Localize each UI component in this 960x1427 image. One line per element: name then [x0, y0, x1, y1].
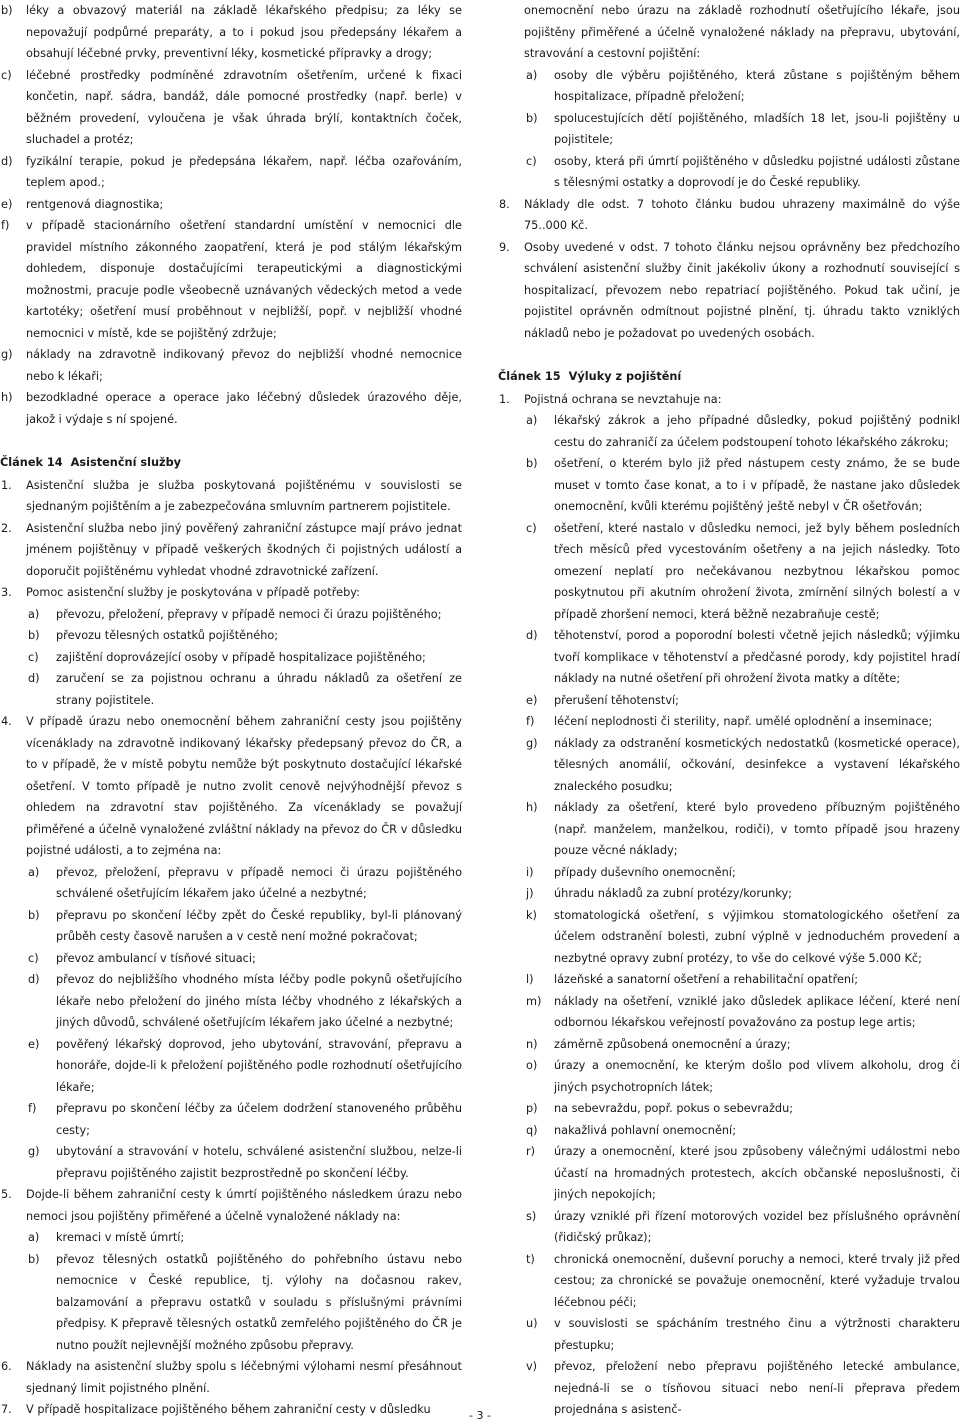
list-item-text: úrazy vzniklé při řízení motorových vozidel bez příslušného oprávnění (řidičský průkaz);	[554, 1209, 960, 1244]
list-item-marker: m)	[526, 994, 542, 1008]
list-item	[498, 1034, 960, 1056]
article-14-paragraph-9	[498, 237, 960, 345]
list-item	[498, 733, 960, 798]
list-item-text: převozu, přeložení, přepravy v případě nemoci či úrazu pojištěného;	[56, 607, 442, 621]
list-item-text: na sebevraždu, popř. pokus o sebevraždu;	[554, 1102, 794, 1115]
list-item-marker: d)	[526, 629, 538, 642]
list-item	[498, 991, 960, 1034]
list-item	[0, 969, 462, 1034]
list-item	[0, 1227, 462, 1249]
list-item-marker: r)	[526, 1145, 536, 1158]
list-item	[0, 625, 462, 647]
list-item	[0, 1249, 462, 1357]
paragraph-4-list	[0, 862, 462, 1185]
list-item-text: v souvislosti se spácháním trestného činu a výtržnosti charakteru přestupku;	[554, 1317, 960, 1352]
list-item-text: převoz, přeložení, přepravu v případě nemoci či úrazu pojištěného schválené ošetřujícím lékařem jako účelné a nezbytné;	[56, 865, 462, 900]
article-15-paragraph-1	[498, 389, 960, 411]
list-item	[498, 1206, 960, 1249]
paragraph-text: Dojde-li během zahraniční cesty k úmrtí pojištěného následkem úrazu nebo nemoci jsou pojištěny přiměřené a účelně vynaložené náklady na:	[26, 1188, 462, 1223]
paragraph-marker: 4.	[1, 715, 12, 728]
list-item	[498, 1141, 960, 1206]
list-item-marker: e)	[28, 1037, 40, 1051]
article-15-heading	[498, 366, 960, 388]
list-item-text: přepravu po skončení léčby za účelem dodržení stanoveného průběhu cesty;	[56, 1102, 462, 1137]
list-item	[0, 151, 462, 194]
article-15-title: Výluky z pojištění	[568, 370, 682, 383]
list-item-marker: b)	[28, 629, 40, 642]
right-column	[498, 0, 960, 1421]
list-item	[498, 151, 960, 194]
list-item	[498, 1120, 960, 1142]
list-item-text: spolucestujících dětí pojištěného, mladších 18 let, jsou-li pojištěny u pojistitele;	[554, 111, 960, 146]
list-item	[498, 690, 960, 712]
list-item	[0, 1141, 462, 1184]
list-item	[0, 1098, 462, 1141]
list-item	[498, 453, 960, 518]
article-14-paragraph-3	[0, 582, 462, 604]
paragraph-marker: 2.	[1, 521, 12, 535]
exclusions-list	[498, 410, 960, 1421]
intro-list	[0, 0, 462, 430]
list-item	[498, 65, 960, 108]
list-item	[0, 604, 462, 626]
list-item-marker: g)	[28, 1145, 40, 1158]
list-item-text: kremaci v místě úmrtí;	[56, 1231, 185, 1244]
article-14-title: Asistenční služby	[70, 456, 182, 469]
paragraph-text: V případě hospitalizace pojištěného během zahraniční cesty v důsledku	[26, 1403, 431, 1416]
list-item-text: léky a obvazový materiál na základě lékařského předpisu; za léky se nepovažují podpůrné preparáty, a to i pokud jsou předepsány lékařem a obsahují léčebné prvky, preventivní léky, kosmetické přípravky a drogy;	[26, 4, 462, 60]
paragraph-text: Osoby uvedené v odst. 7 tohoto článku nejsou oprávněny bez předchozího schválení asistenční služby činit jakékoliv úkony a rozhodnutí související s hospitalizací, převozem nebo repatriací pojištěného. Pokud tak učiní, je pojistitel oprávněn odmítnout pojistné plnění, tj. úhradu takto vzniklých nákladů nebo je požadovat po uvedených osobách.	[524, 240, 960, 340]
list-item	[0, 387, 462, 430]
list-item-marker: d)	[28, 973, 40, 986]
continuation-paragraph	[498, 0, 960, 65]
article-14-label: Článek 14	[0, 456, 63, 469]
list-item-marker: f)	[526, 715, 535, 728]
paragraph-marker: 8.	[499, 197, 510, 211]
list-item-marker: b)	[526, 457, 538, 470]
list-item-marker: p)	[526, 1102, 538, 1115]
list-item-text: úrazy a onemocnění, ke kterým došlo pod vlivem alkoholu, drog či jiných psychotropních látek;	[554, 1059, 960, 1094]
list-item	[0, 948, 462, 970]
paragraph-text: Pojistná ochrana se nevztahuje na:	[524, 392, 722, 406]
list-item-marker: s)	[526, 1209, 537, 1223]
list-item	[0, 65, 462, 151]
list-item-text: přerušení těhotenství;	[554, 693, 679, 707]
list-item-text: osoby, která při úmrtí pojištěného v důsledku pojistné události zůstane s tělesnými ostatky a doprovodí je do České republiky.	[554, 154, 960, 189]
list-item-text: fyzikální terapie, pokud je předepsána lékařem, např. léčba ozařováním, teplem apod.;	[26, 154, 462, 189]
list-item-text: rentgenová diagnostika;	[26, 197, 164, 211]
list-item-marker: u)	[526, 1317, 538, 1330]
paragraph-text: Asistenční služba nebo jiný pověřený zahraniční zástupce mají právo jednat jménem pojištěnцу v případě veškerých škodných či pojistných událostí a doporučit pojištěnému vyhledat vhodné zdravotnické zařízení.	[26, 521, 462, 578]
list-item-text: lázeňské a sanatorní ošetření a rehabilitační opatření;	[554, 973, 859, 986]
list-item-text: pověřený lékařský doprovod, jeho ubytování, stravování, přepravu a honoráře, dojde-li k přeložení pojištěného podle rozhodnutí ošetřujícího lékaře;	[56, 1037, 462, 1094]
list-item-text: ošetření, které nastalo v důsledku nemoci, jež byly během posledních třech měsíců před vycestováním ošetřeny a na jejich následky. Toto omezení neplatí pro nečekávanou nezbytnou lékařskou pomoc poskytnutou při akutním ohrožení života, zmírnění silných bolestí a v případě zhoršení nemoci, která běžně nezabraňuje cestě;	[554, 521, 960, 621]
list-item-marker: a)	[526, 414, 538, 427]
list-item-text: záměrně způsobená onemocnění a úrazy;	[554, 1037, 791, 1051]
paragraph-marker: 5.	[1, 1188, 12, 1201]
list-item-marker: c)	[526, 521, 537, 535]
paragraph-text: V případě úrazu nebo onemocnění během zahraniční cesty jsou pojištěny vícenáklady na zdravotně indikovaný lékařsky předepsaný převoz do ČR, a to v případě, že v místě pobytu nemůže být poskytnuto dostačující lékařské ošetření. V tomto případě je nutno zvolit cenově nejvýhodnější převoz s ohledem na zdravotní stav pojištěného. Za vícenáklady se považují přiměřené a účelně vynaložené zvláštní náklady na převoz do ČR v důsledku pojistné události, a to zejména na:	[26, 715, 462, 857]
list-item-text: osoby dle výběru pojištěného, která zůstane s pojištěným během hospitalizace, případně přeložení;	[554, 68, 960, 103]
continuation-list	[498, 65, 960, 194]
list-item-marker: d)	[1, 154, 13, 168]
list-item	[498, 711, 960, 733]
list-item-text: léčení neplodnosti či sterility, např. umělé oplodnění a inseminace;	[554, 715, 933, 728]
list-item-text: zajištění doprovázející osoby v případě hospitalizace pojištěného;	[56, 650, 426, 664]
list-item-text: přepravu po skončení léčby zpět do České republiky, byl-li plánovaný průběh cesty časově narušen a v cestě není možné pokračovat;	[56, 908, 462, 943]
list-item	[498, 625, 960, 690]
list-item-marker: v)	[526, 1360, 538, 1373]
article-14-paragraph-6	[0, 1356, 462, 1399]
paragraph-text: Asistenční služba je služba poskytovaná pojištěnému v souvislosti se sjednaným pojištěním a je zabezpečována smluvním partnerem pojistitele.	[26, 478, 462, 513]
paragraph-marker: 6.	[1, 1360, 12, 1373]
list-item-marker: b)	[526, 111, 538, 125]
article-14-paragraph-5	[0, 1184, 462, 1227]
list-item-marker: f)	[28, 1102, 37, 1115]
list-item-marker: c)	[28, 650, 39, 664]
paragraph-text: Náklady dle odst. 7 tohoto článku budou uhrazeny maximálně do výše 75..000 Kč.	[524, 197, 960, 232]
list-item	[498, 797, 960, 862]
list-item	[0, 0, 462, 65]
list-item	[498, 905, 960, 970]
paragraph-text: Pomoc asistenční služby je poskytována v případě potřeby:	[26, 586, 360, 599]
list-item	[498, 518, 960, 626]
list-item-marker: b)	[28, 908, 40, 922]
list-item	[0, 194, 462, 216]
list-item-marker: n)	[526, 1037, 538, 1051]
list-item-text: převoz ambulancí v tísňové situaci;	[56, 951, 256, 965]
list-item-marker: b)	[28, 1252, 40, 1266]
paragraph-3-list	[0, 604, 462, 712]
article-14-paragraph-8	[498, 194, 960, 237]
list-item-marker: h)	[526, 801, 538, 814]
list-item-text: převoz do nejbližšího vhodného místa léčby podle pokynů ošetřujícího lékaře nebo přeložení do jiného místa léčby vhodného z lékařských a jiných důvodů, schválené ošetřujícím lékařem jako účelné a nezbytné;	[56, 973, 462, 1029]
list-item-text: ošetření, o kterém bylo již před nástupem cesty známo, že se bude muset v tomto čase konat, a to i v případě, že nastane jako důsledek onemocnění, kvůli kterému pojištěný ještě nebyl v ČR ošetřován;	[554, 457, 960, 513]
list-item-text: bezodkladné operace a operace jako léčebný důsledek úrazového děje, jakož i výdaje s ní spojené.	[26, 391, 462, 426]
paragraph-text: onemocnění nebo úrazu na základě rozhodnutí ošetřujícího lékaře, jsou pojištěny přiměřené a účelně vynaložené náklady na přepravu, ubytování, stravování a cestovní pojištění:	[524, 4, 960, 60]
paragraph-marker: 7.	[1, 1403, 12, 1416]
paragraph-marker: 1.	[499, 392, 510, 406]
list-item-text: zaručení se za pojistnou ochranu a úhradu nákladů za ošetření ze strany pojistitele.	[56, 672, 462, 707]
list-item-marker: e)	[526, 693, 538, 707]
list-item	[498, 1055, 960, 1098]
list-item	[0, 905, 462, 948]
list-item-marker: t)	[526, 1252, 535, 1266]
list-item	[498, 883, 960, 905]
paragraph-marker: 1.	[1, 478, 12, 492]
list-item	[498, 1313, 960, 1356]
list-item-text: převoz, přeložení nebo přepravu pojištěného letecké ambulance, nejedná-li se o tísňovou situaci nebo není-li přeprava předem projednána s asistenč-	[554, 1360, 960, 1416]
list-item-marker: a)	[526, 68, 538, 82]
list-item	[0, 862, 462, 905]
list-item	[0, 344, 462, 387]
list-item-marker: g)	[1, 348, 13, 361]
list-item-text: nakažlivá pohlavní onemocnění;	[554, 1123, 736, 1137]
list-item-marker: q)	[526, 1123, 538, 1137]
list-item-marker: c)	[28, 951, 39, 965]
list-item-text: náklady za ošetření, které bylo provedeno příbuzným pojištěného (např. manželem, manželkou, rodiči), v tomto případě jsou hrazeny pouze věcné náklady;	[554, 801, 960, 857]
list-item-marker: b)	[1, 4, 13, 17]
list-item-text: úhradu nákladů za zubní protézy/korunky;	[554, 887, 792, 900]
list-item	[0, 668, 462, 711]
paragraph-text: Náklady na asistenční služby spolu s léčebnými výlohami nesmí přesáhnout sjednaný limit pojistného plnění.	[26, 1360, 462, 1395]
list-item-marker: a)	[28, 865, 40, 879]
paragraph-marker: 3.	[1, 586, 12, 599]
list-item-marker: l)	[526, 973, 534, 986]
page-number: - 3 -	[469, 1409, 491, 1422]
list-item-text: v případě stacionárního ošetření standardní umístění v nemocnici dle pravidel místního zákonného zaopatření, která je pod stálým lékařským dohledem, disponuje dostačujícími terapeutickými a diagnostickými možnostmi, pracuje podle všeobecně uznávaných vědeckých metod a vede kartotéky; ošetření musí proběhnout v nejbližší, popř. v nejbližší vhodné nemocnici v místě, kde se pojištěný zdržuje;	[26, 219, 462, 340]
list-item-text: léčebné prostředky podmíněné zdravotním ošetřením, určené k fixaci končetin, např. sádra, bandáž, dále pomocné prostředky (např. berle) v běžném provedení, vyloučena je však úhrada brýlí, kontaktních čoček, sluchadel a protéz;	[26, 68, 462, 146]
list-item-marker: a)	[28, 607, 40, 621]
list-item	[0, 215, 462, 344]
list-item	[0, 647, 462, 669]
article-14-paragraph-2	[0, 518, 462, 583]
list-item	[498, 1098, 960, 1120]
left-column	[0, 0, 462, 1421]
article-14-heading	[0, 452, 462, 474]
list-item-text: lékařský zákrok a jeho případné důsledky, pokud pojištěný podnikl cestu do zahraničí za účelem podstoupení tohoto lékařského zákroku;	[554, 414, 960, 449]
list-item-marker: d)	[28, 672, 40, 685]
list-item	[498, 969, 960, 991]
paragraph-marker: 9.	[499, 240, 510, 254]
list-item-marker: k)	[526, 908, 537, 922]
list-item-marker: c)	[1, 68, 12, 82]
list-item-text: náklady na zdravotně indikovaný převoz do nejbližší vhodné nemocnice nebo k lékaři;	[26, 348, 462, 383]
list-item-text: stomatologická ošetření, s výjimkou stomatologického ošetření za účelem odstranění bolesti, zubní výplně v jednoduchém provedení a nezbytné opravy zubní protézy, to vše do celkové výše 5.000 Kč;	[554, 908, 960, 965]
list-item	[498, 108, 960, 151]
list-item-text: těhotenství, porod a poporodní bolesti včetně jejich následků; výjimku tvoří komplikace v těhotenství a předčasné porody, kdy pojistitel hradí náklady na nutné ošetření při ohrožení života matky a dítěte;	[554, 629, 960, 685]
list-item-marker: o)	[526, 1059, 538, 1072]
list-item-text: úrazy a onemocnění, které jsou způsobeny válečnými událostmi nebo účastí na hromadných protestech, akcích občanské neposlušnosti, či jiných nepokojích;	[554, 1145, 960, 1201]
list-item-text: případy duševního onemocnění;	[554, 865, 736, 879]
list-item-marker: c)	[526, 154, 537, 168]
list-item-marker: i)	[526, 865, 534, 879]
list-item-text: náklady za odstranění kosmetických nedostatků (kosmetické operace), tělesných anomálií, očkování, desinfekce a vystavení lékařského znaleckého posudku;	[554, 736, 960, 793]
list-item-text: převozu tělesných ostatků pojištěného;	[56, 629, 279, 642]
list-item-text: chronická onemocnění, duševní poruchy a nemoci, které trvaly již před cestou; za chronické se považuje onemocnění, které vyžaduje trvalou léčebnou péči;	[554, 1252, 960, 1309]
article-14-paragraph-4	[0, 711, 462, 862]
list-item-text: náklady na ošetření, vzniklé jako důsledek aplikace léčení, které není odbornou lékařskou veřejností považováno za postup lege artis;	[554, 994, 960, 1029]
list-item-marker: g)	[526, 736, 538, 750]
list-item	[498, 410, 960, 453]
list-item-marker: f)	[1, 219, 10, 232]
paragraph-5-list	[0, 1227, 462, 1356]
article-14-paragraph-1	[0, 475, 462, 518]
list-item-text: ubytování a stravování v hotelu, schválené asistenční službou, nelze-li přepravu pojištěného zajistit bezprostředně po skončení léčby.	[56, 1145, 462, 1180]
list-item-text: převoz tělesných ostatků pojištěného do pohřebního ústavu nebo nemocnice v České republice, tj. výlohy na dočasnou rakev, balzamování a přepravu ostatků v souladu s příslušnými právními předpisy. K přepravě tělesných ostatků zemřelého pojištěného do ČR je nutno použít nejlevnější možného způsobu přepravy.	[56, 1252, 462, 1352]
list-item-marker: j)	[526, 887, 534, 900]
list-item-marker: h)	[1, 391, 13, 404]
article-15-label: Článek 15	[498, 370, 561, 383]
list-item	[498, 1249, 960, 1314]
list-item	[0, 1034, 462, 1099]
list-item-marker: e)	[1, 197, 13, 211]
list-item	[498, 862, 960, 884]
list-item-marker: a)	[28, 1231, 40, 1244]
